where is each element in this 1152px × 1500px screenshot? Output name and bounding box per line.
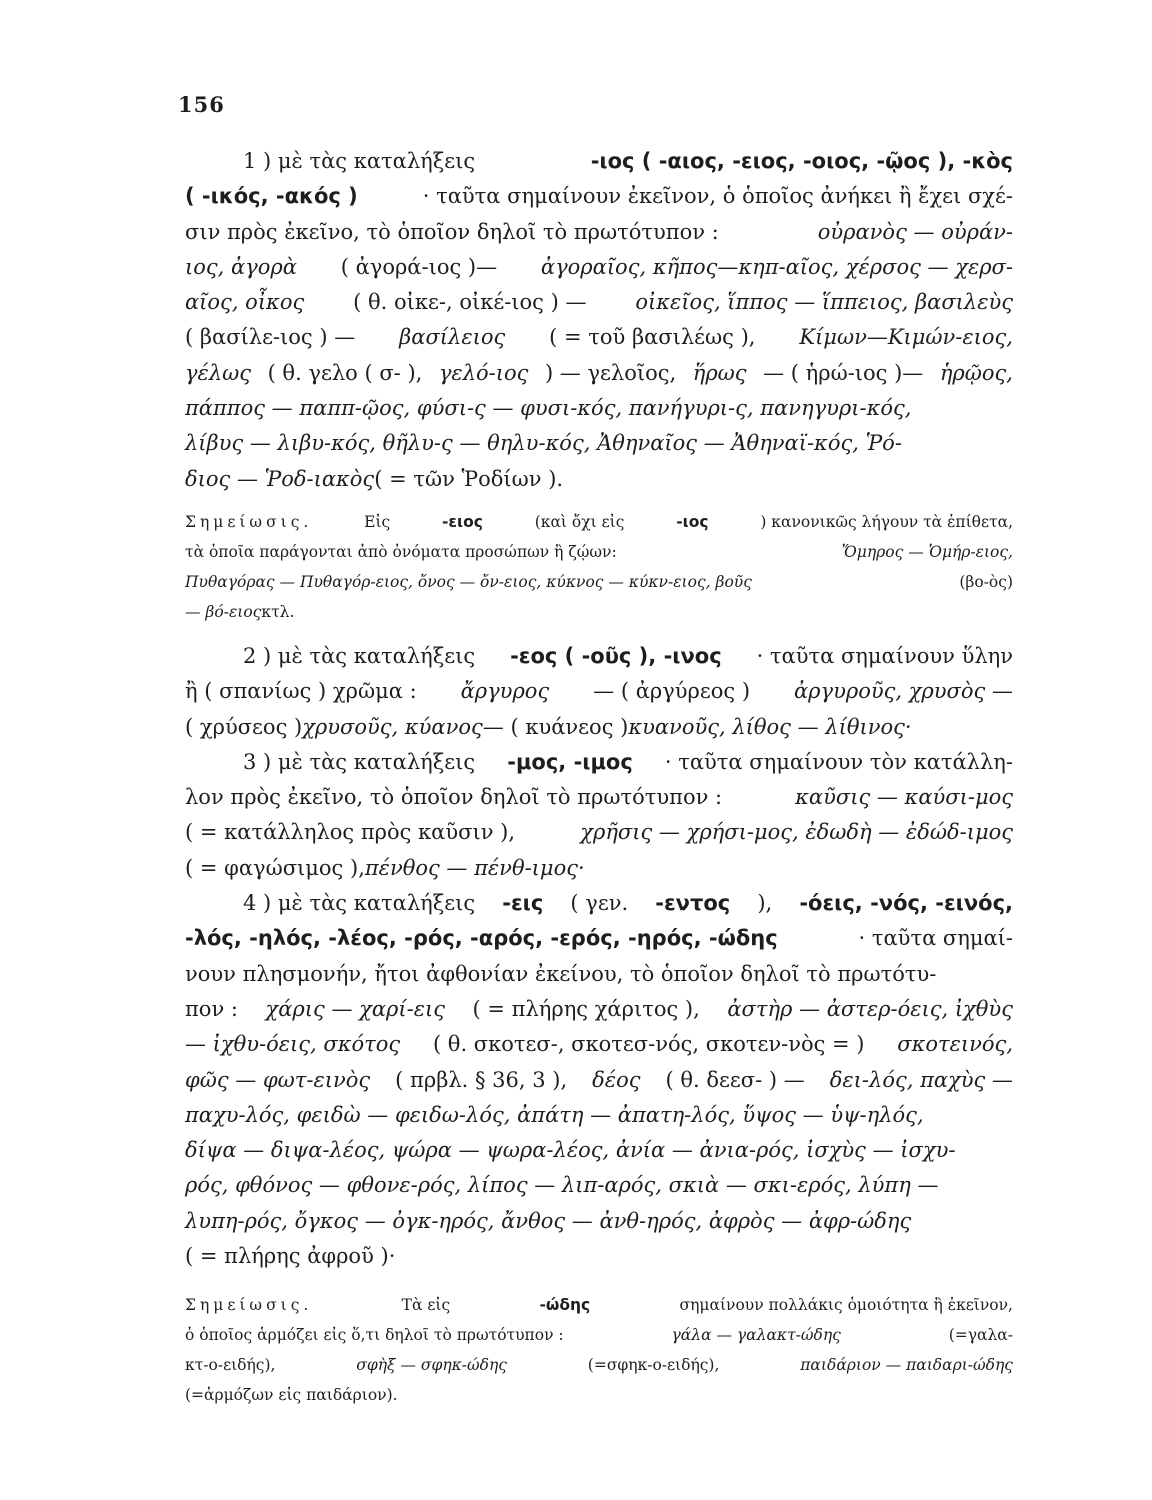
note-line: [185, 1290, 1013, 1320]
text-segment: — βό-ειος: [185, 602, 262, 621]
text-segment: ἀστὴρ — ἀστερ-όεις, ἰχθὺς: [727, 996, 1013, 1021]
text-segment: 4 ) μὲ τὰς καταλήξεις: [243, 891, 476, 916]
note-line: [185, 537, 1013, 567]
text-segment: παχυ-λός, φειδὼ — φειδω-λός, ἀπάτη — ἀπατη-λός, ὕψος — ὑψ-ηλός,: [185, 1102, 924, 1127]
text-segment: ιος, ἀγορὰ: [185, 254, 297, 279]
note-1: [185, 507, 1013, 627]
text-segment: ( θ. δεεσ- ) —: [665, 1067, 805, 1092]
text-segment: 3 ) μὲ τὰς καταλήξεις: [243, 749, 476, 774]
text-segment: ) κανονικῶς λήγουν τὰ ἐπίθετα,: [760, 512, 1013, 531]
text-segment: ( πρβλ. § 36, 3 ),: [395, 1067, 568, 1092]
text-segment: — ( κυάνεος ): [482, 714, 629, 739]
text-line: [185, 851, 1013, 886]
text-segment: ) — γελοῖος,: [544, 360, 677, 385]
text-line: [185, 815, 1013, 850]
text-segment: -εος ( -οῦς ), -ινος: [510, 643, 722, 668]
text-line: [185, 780, 1013, 815]
text-segment: ( γεν.: [570, 891, 629, 916]
text-segment: νουν πλησμονήν, ἤτοι ἀφθονίαν ἐκείνου, τὸ ὁποῖον δηλοῖ τὸ πρωτότυ-: [185, 961, 937, 986]
text-segment: πον :: [185, 996, 238, 1021]
text-segment: (=ἁρμόζων εἰς παιδάριον).: [185, 1386, 398, 1405]
text-segment: · ταῦτα σημαίνουν ἐκεῖνον, ὁ ὁποῖος ἀνήκει ἢ ἔχει σχέ-: [422, 184, 1013, 209]
text-segment: λον πρὸς ἐκεῖνο, τὸ ὁποῖον δηλοῖ τὸ πρωτότυπον :: [185, 785, 723, 810]
text-segment: (καὶ ὄχι εἰς: [534, 512, 625, 531]
text-segment: χρῆσις — χρήσι-μος, ἐδωδὴ — ἐδώδ-ιμος: [580, 820, 1013, 845]
note-line: [185, 1350, 1013, 1380]
text-segment: Σημείωσις.: [185, 1296, 313, 1315]
text-segment: — ( ἡρώ-ιος )—: [763, 360, 924, 385]
text-segment: Ὅμηρος — Ὁμήρ-ειος,: [841, 542, 1013, 561]
text-segment: 2 ) μὲ τὰς καταλήξεις: [243, 643, 476, 668]
text-segment: τὰ ὁποῖα παράγονται ἀπὸ ὀνόματα προσώπων ἢ ζῴων:: [185, 542, 617, 561]
text-segment: λυπη-ρός, ὄγκος — ὀγκ-ηρός, ἄνθος — ἀνθ-ηρός, ἀφρὸς — ἀφρ-ώδης: [185, 1208, 912, 1233]
text-block: [185, 144, 1013, 1422]
text-segment: παιδάριον — παιδαρι-ώδης: [800, 1356, 1013, 1375]
text-segment: χάρις — χαρί-εις: [265, 996, 445, 1021]
text-segment: Εἰς: [364, 512, 391, 531]
text-line: [185, 639, 1013, 674]
text-segment: ( βασίλε-ιος ) —: [185, 325, 356, 350]
text-segment: Σημείωσις.: [185, 512, 313, 531]
note-line: [185, 597, 1013, 627]
text-segment: (βο-ὸς): [959, 572, 1013, 591]
text-segment: ( θ. οἰκε-, οἰκέ-ιος ) —: [353, 290, 587, 315]
text-segment: ἀργυροῦς, χρυσὸς —: [794, 679, 1013, 704]
text-segment: ( ἀγορά-ιος )—: [340, 254, 498, 279]
section-1-paragraph: [185, 144, 1013, 497]
text-segment: πάππος — παππ-ῷος, φύσι-ς — φυσι-κός, πανήγυρι-ς, πανηγυρι-κός,: [185, 396, 912, 421]
text-line: [185, 250, 1013, 285]
text-segment: Κίμων—Κιμών-ειος,: [799, 325, 1013, 350]
text-segment: -όεις, -νός, -εινός,: [799, 891, 1013, 916]
text-segment: σκοτεινός,: [897, 1032, 1013, 1057]
text-segment: δίψα — διψα-λέος, ψώρα — ψωρα-λέος, ἀνία — ἀνια-ρός, ἰσχὺς — ἰσχυ-: [185, 1138, 956, 1163]
text-segment: βασίλειος: [399, 325, 506, 350]
note-line: [185, 507, 1013, 537]
text-segment: φῶς — φωτ-εινὸς: [185, 1067, 371, 1092]
text-segment: λίβυς — λιβυ-κός, θῆλυ-ς — θηλυ-κός, Ἀθηναῖος — Ἀθηναϊ-κός, Ῥό-: [185, 431, 902, 456]
text-segment: ἀγοραῖος, κῆπος—κηπ-αῖος, χέρσος — χερσ-: [540, 254, 1013, 279]
text-segment: κτ-ο-ειδής),: [185, 1356, 276, 1375]
text-segment: ( = πλήρης ἀφροῦ )·: [185, 1244, 396, 1269]
note-2: [185, 1290, 1013, 1410]
text-segment: ἢ ( σπανίως ) χρῶμα :: [185, 679, 417, 704]
text-segment: γέλως: [185, 360, 252, 385]
text-line: [185, 957, 1013, 992]
text-segment: · ταῦτα σημαίνουν τὸν κατάλλη-: [664, 749, 1013, 774]
text-segment: ( χρύσεος ): [185, 714, 303, 739]
text-line: [185, 674, 1013, 709]
text-line: [185, 1027, 1013, 1062]
text-line: [185, 1168, 1013, 1203]
text-line: [185, 179, 1013, 214]
text-segment: Τὰ εἰς: [401, 1296, 451, 1315]
text-segment: ( = τοῦ βασιλέως ),: [549, 325, 756, 350]
text-line: [185, 886, 1013, 921]
text-segment: -ώδης: [539, 1296, 591, 1315]
text-line: [185, 356, 1013, 391]
text-segment: σιν πρὸς ἐκεῖνο, τὸ ὁποῖον δηλοῖ τὸ πρωτότυπον :: [185, 219, 719, 244]
text-line: [185, 710, 1013, 745]
text-segment: ( -ικός, -ακός ): [185, 184, 358, 209]
note-line: [185, 1320, 1013, 1350]
sections-2-4-paragraphs: [185, 639, 1013, 1274]
text-line: [185, 1133, 1013, 1168]
text-line: [185, 462, 1013, 497]
text-line: [185, 285, 1013, 320]
text-segment: καῦσις — καύσι-μος: [795, 785, 1013, 810]
text-segment: ( = φαγώσιμος ),: [185, 855, 365, 880]
text-segment: -μος, -ιμος: [507, 749, 633, 774]
text-segment: · ταῦτα σημαίνουν ὕλην: [756, 643, 1013, 668]
text-line: [185, 1239, 1013, 1274]
text-segment: -ειος: [441, 512, 483, 531]
text-line: [185, 144, 1013, 179]
text-segment: ( = τῶν Ῥοδίων ).: [374, 466, 564, 491]
text-segment: -εντος: [655, 891, 731, 916]
text-segment: ἡρῷος,: [939, 360, 1013, 385]
text-segment: γάλα — γαλακτ-ώδης: [671, 1326, 841, 1345]
text-segment: -ιος ( -αιος, -ειος, -οιος, -ῷος ), -κὸς: [590, 149, 1013, 173]
note-line: [185, 567, 1013, 597]
text-segment: -ιος: [676, 512, 709, 531]
text-segment: ),: [757, 891, 773, 916]
text-segment: — ( ἀργύρεος ): [593, 679, 751, 704]
text-line: [185, 1098, 1013, 1133]
text-segment: ἄργυρος: [460, 679, 550, 704]
text-segment: ρός, φθόνος — φθονε-ρός, λίπος — λιπ-αρός, σκιὰ — σκι-ερός, λύπη —: [185, 1173, 939, 1198]
text-segment: (=γαλα-: [948, 1326, 1013, 1345]
text-segment: (=σφηκ-ο-ειδής),: [587, 1356, 720, 1375]
text-segment: διος — Ῥοδ-ιακὸς: [185, 466, 375, 491]
text-line: [185, 992, 1013, 1027]
note-line: [185, 1380, 1013, 1410]
text-segment: κυανοῦς, λίθος — λίθινος·: [628, 714, 912, 739]
text-line: [185, 426, 1013, 461]
page-number: 156: [178, 92, 225, 117]
text-line: [185, 1204, 1013, 1239]
text-line: [185, 215, 1013, 250]
text-segment: πένθος — πένθ-ιμος·: [364, 855, 585, 880]
text-line: [185, 745, 1013, 780]
text-segment: ( = πλήρης χάριτος ),: [472, 996, 700, 1021]
text-segment: αῖος, οἶκος: [185, 290, 305, 315]
text-segment: · ταῦτα σημαί-: [858, 926, 1013, 951]
text-segment: ( = κατάλληλος πρὸς καῦσιν ),: [185, 820, 516, 845]
text-segment: σημαίνουν πολλάκις ὁμοιότητα ἢ ἐκεῖνον,: [679, 1296, 1013, 1315]
text-segment: δέος: [592, 1067, 641, 1092]
text-segment: Πυθαγόρας — Πυθαγόρ-ειος, ὄνος — ὄν-ειος, κύκνος — κύκν-ειος, βοῦς: [185, 572, 752, 591]
text-segment: -λός, -ηλός, -λέος, -ρός, -αρός, -ερός, -ηρός, -ώδης: [185, 926, 778, 951]
text-segment: χρυσοῦς, κύανος: [302, 714, 483, 739]
text-segment: -εις: [502, 891, 544, 916]
text-segment: οἰκεῖος, ἵππος — ἵππειος, βασιλεὺς: [635, 290, 1013, 315]
text-line: [185, 391, 1013, 426]
text-segment: ὁ ὁποῖος ἁρμόζει εἰς ὅ,τι δηλοῖ τὸ πρωτότυπον :: [185, 1326, 564, 1345]
text-segment: 1 ) μὲ τὰς καταλήξεις: [243, 149, 476, 173]
text-segment: κτλ.: [261, 602, 295, 621]
text-line: [185, 921, 1013, 956]
text-segment: ἥρως: [692, 360, 747, 385]
text-segment: γελό-ιος: [438, 360, 529, 385]
text-line: [185, 1063, 1013, 1098]
text-segment: δει-λός, παχὺς —: [829, 1067, 1013, 1092]
text-segment: ( θ. σκοτεσ-, σκοτεσ-νός, σκοτεν-νὸς = ): [432, 1032, 865, 1057]
text-line: [185, 320, 1013, 355]
text-segment: ( θ. γελο ( σ- ),: [267, 360, 423, 385]
text-segment: οὐρανὸς — οὐράν-: [817, 219, 1013, 244]
text-segment: — ἰχθυ-όεις, σκότος: [185, 1032, 401, 1057]
text-segment: σφὴξ — σφηκ-ώδης: [356, 1356, 507, 1375]
